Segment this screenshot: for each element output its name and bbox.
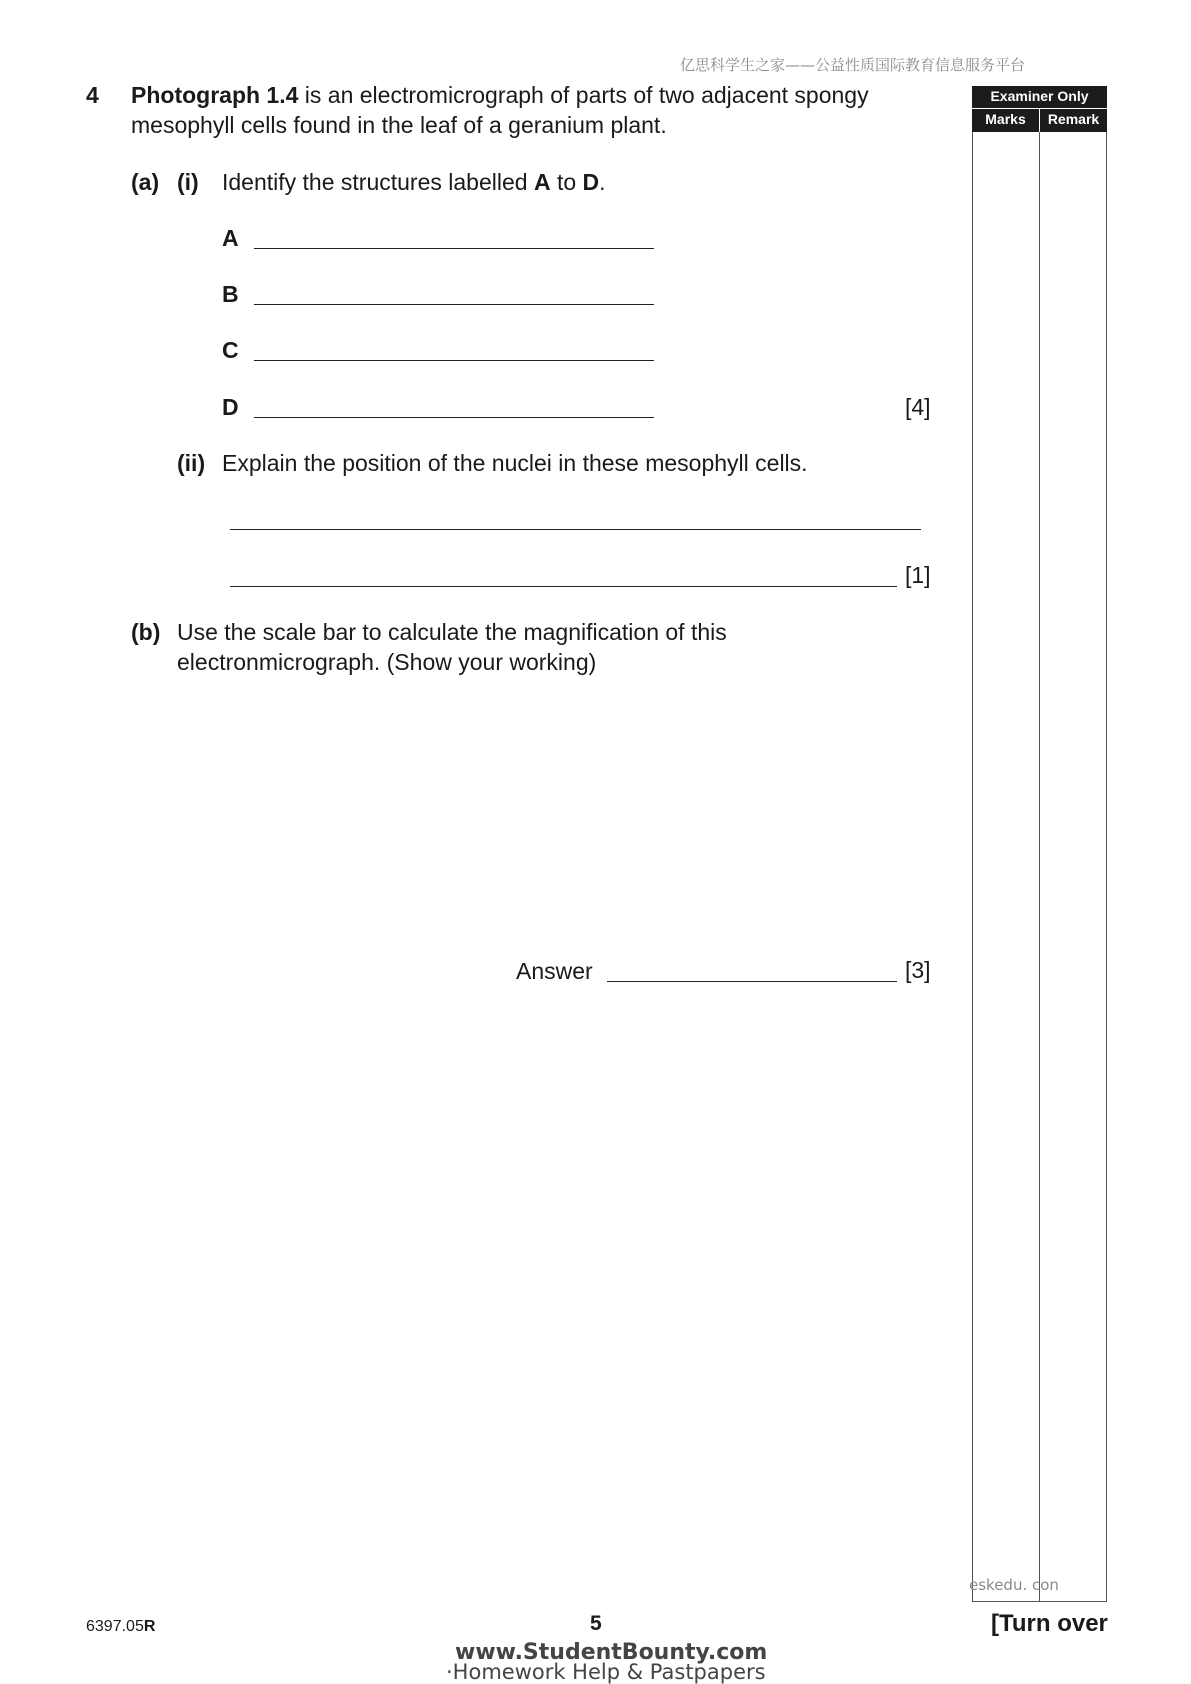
answer-line-c[interactable] (254, 360, 654, 361)
footer-watermark: eskedu. con (969, 1576, 1059, 1594)
answer-line-a-ii-2[interactable] (230, 586, 897, 587)
marks-b: [3] (905, 957, 931, 983)
stem-line-1: is an electromicrograph of parts of two adjacent spongy (298, 82, 869, 108)
part-a-ii-label: (ii) (177, 450, 206, 476)
part-a-ii-instruction: Explain the position of the nuclei in these mesophyll cells. (222, 450, 808, 476)
turn-over: [Turn over (991, 1610, 1108, 1637)
page-number: 5 (590, 1612, 602, 1635)
photograph-reference: Photograph 1.4 (131, 82, 299, 108)
answer-label-a: A (222, 225, 239, 251)
part-b-label: (b) (131, 619, 161, 645)
answer-label-b-part: Answer (516, 958, 593, 984)
part-a-label: (a) (131, 169, 160, 195)
answer-line-a-ii-1[interactable] (230, 529, 921, 530)
answer-label-d: D (222, 394, 239, 420)
examiner-title: Examiner Only (990, 88, 1089, 104)
paper-code: 6397.05R (86, 1618, 156, 1635)
answer-line-a[interactable] (254, 248, 654, 249)
examiner-remark-header: Remark (1047, 111, 1100, 127)
stem-line-2: mesophyll cells found in the leaf of a geranium plant. (131, 112, 667, 138)
part-a-i-label: (i) (177, 169, 199, 195)
question-stem (131, 80, 931, 140)
header-watermark: 亿思科学生之家——公益性质国际教育信息服务平台 (680, 56, 1026, 74)
examiner-column-divider (1039, 108, 1040, 1602)
answer-label-c: C (222, 337, 239, 363)
site-watermark-line1: www.StudentBounty.com (455, 1640, 768, 1665)
answer-line-d[interactable] (254, 417, 654, 418)
part-b-instruction: Use the scale bar to calculate the magnification of this electronmicrograph. (Show your working) (177, 619, 727, 675)
answer-label-b: B (222, 281, 239, 307)
marks-a-ii: [1] (905, 562, 931, 588)
part-a-i-instruction: Identify the structures labelled A to D. (222, 169, 606, 195)
answer-line-b-part[interactable] (607, 981, 897, 982)
marks-a-i: [4] (905, 394, 931, 420)
question-number: 4 (86, 82, 99, 108)
answer-line-b[interactable] (254, 304, 654, 305)
examiner-marks-header: Marks (985, 111, 1026, 127)
site-watermark-line2: ·Homework Help & Pastpapers (446, 1660, 766, 1684)
